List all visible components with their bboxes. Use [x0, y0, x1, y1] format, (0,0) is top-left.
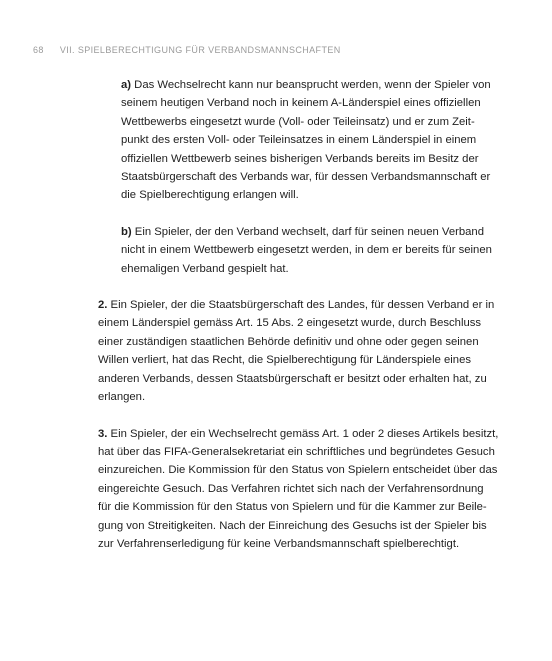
paragraph-3: [98, 425, 510, 554]
text-line: gung von Streitigkeiten. Nach der Einreichung des Gesuchs ist der Spieler bis: [98, 519, 487, 532]
text-line: Willen verliert, hat das Recht, die Spielberechtigung für Länderspiele eines: [98, 354, 472, 367]
paragraph-marker: 3.: [98, 427, 108, 440]
text-line: anderen Verbands, dessen Staatsbürgerschaft er besitzt oder erhalten hat, zu: [98, 372, 487, 385]
text-line: erlangen.: [98, 391, 146, 404]
text-line: Wettbewerbs eingesetzt wurde (Voll- oder Teileinsatz) und er zum Zeit-: [121, 115, 475, 128]
text-line: zur Verfahrenserledigung für keine Verbandsmannschaft spielberechtigt.: [98, 537, 460, 550]
text-line: punkt des ersten Voll- oder Teileinsatzes in einem Länderspiel in einem: [121, 134, 477, 147]
text-line: eingereichte Gesuch. Das Verfahren richtet sich nach der Verfahrensordnung: [98, 482, 484, 495]
paragraph-a: [121, 76, 510, 205]
page-number: 68: [33, 45, 44, 55]
text-line: einem Länderspiel gemäss Art. 15 Abs. 2 eingesetzt wurde, durch Beschluss: [98, 317, 482, 330]
text-line: für die Kommission für den Status von Spielern und für die Kammer zur Beile-: [98, 501, 487, 514]
text-line: einzureichen. Die Kommission für den Status von Spielern entscheidet über das: [98, 464, 498, 477]
paragraph-2: [98, 296, 510, 406]
text-line: seinem heutigen Verband noch in keinem A-Länderspiel eines offiziellen: [121, 97, 481, 110]
text-line: a) Das Wechselrecht kann nur beansprucht werden, wenn der Spieler von: [121, 79, 491, 91]
running-header: [33, 45, 341, 55]
text-line: hat über das FIFA-Generalsekretariat ein schriftliches und begründetes Gesuch: [98, 445, 495, 458]
text-line: die Spielberechtigung erlangen will.: [121, 189, 299, 202]
text-line: 3. Ein Spieler, der ein Wechselrecht gemäss Art. 1 oder 2 dieses Artikels besitzt,: [98, 427, 499, 440]
text-line: offiziellen Wettbewerb seines bisherigen Verbands bereits im Besitz der: [121, 152, 479, 165]
text-line: b) Ein Spieler, der den Verband wechselt, darf für seinen neuen Verband: [121, 225, 484, 238]
chapter-title: VII. SPIELBERECHTIGUNG FÜR VERBANDSMANNSCHAFTEN: [59, 45, 341, 55]
page-body: [98, 76, 510, 571]
text-line: nicht in einem Wettbewerb eingesetzt werden, in dem er bereits für seinen: [121, 244, 492, 257]
text-line: einer zuständigen staatlichen Behörde definitiv und ohne oder gegen seinen: [98, 335, 479, 348]
text-line: Staatsbürgerschaft des Verbands war, für dessen Verbandsmannschaft er: [121, 171, 491, 184]
text-line: 2. Ein Spieler, der die Staatsbürgerschaft des Landes, für dessen Verband er in: [98, 299, 495, 312]
paragraph-marker: 2.: [98, 299, 108, 312]
paragraph-marker: a): [121, 79, 132, 91]
paragraph-marker: b): [121, 225, 132, 238]
text-line: ehemaligen Verband gespielt hat.: [121, 262, 289, 275]
paragraph-b: [121, 223, 510, 278]
